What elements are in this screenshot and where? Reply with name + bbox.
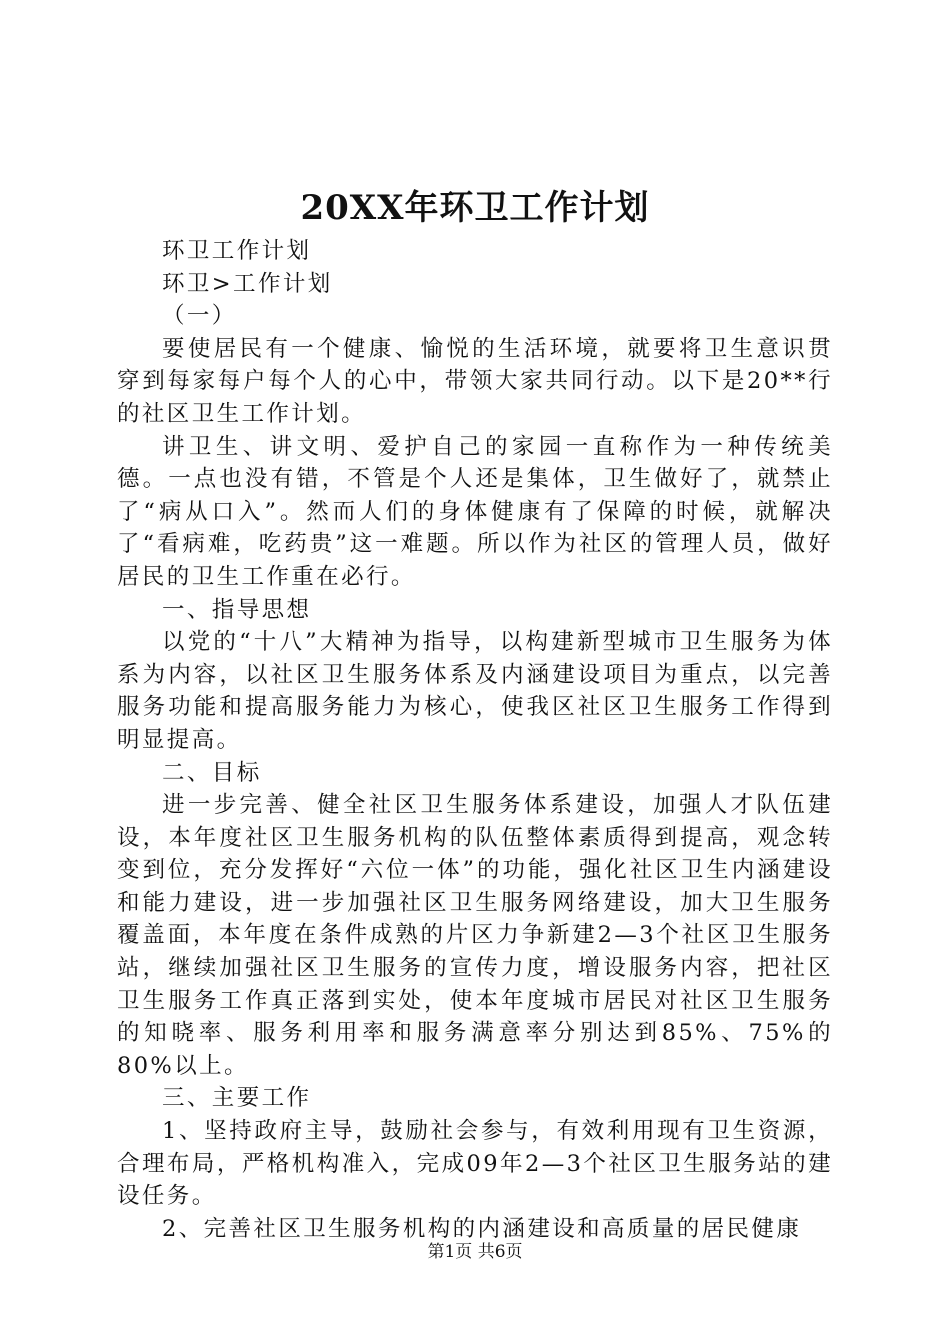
paragraph: 2、完善社区卫生服务机构的内涵建设和高质量的居民健康 <box>162 1215 802 1242</box>
section-heading: 二、目标 <box>162 759 262 786</box>
paragraph: 环卫工作计划 <box>162 238 312 264</box>
paragraph: 1、坚持政府主导，鼓励社会参与，有效利用现有卫生资源，合理布局，严格机构准入，完成09年2—3个社区卫生服务站的建设任务。 <box>117 1118 833 1210</box>
paragraph: 以党的“十八”大精神为指导，以构建新型城市卫生服务为体系为内容，以社区卫生服务体系及内涵建设项目为重点，以完善服务功能和提高服务能力为核心，使我区社区卫生服务工作得到明显提高。 <box>117 629 833 753</box>
section-heading: 三、主要工作 <box>162 1085 312 1112</box>
section-heading: 一、指导思想 <box>162 596 312 623</box>
paragraph: （一） <box>162 303 237 330</box>
document-body <box>117 235 833 1245</box>
paragraph: 环卫>工作计划 <box>162 270 333 297</box>
paragraph: 进一步完善、健全社区卫生服务体系建设，加强人才队伍建设，本年度社区卫生服务机构的队伍整体素质得到提高，观念转变到位，充分发挥好“六位一体”的功能，强化社区卫生内涵建设和能力建设，进一步加强社区卫生服务网络建设，加大卫生服务覆盖面，本年度在条件成熟的片区力争新建2—3个社区卫生服务站，继续加强社区卫生服务的宣传力度，增设服务内容，把社区卫生服务工作真正落到实处，使本年度城市居民对社区卫生服务的知晓率、服务利用率和服务满意率分别达到85%、75%的80%以上。 <box>117 792 833 1079</box>
paragraph: 讲卫生、讲文明、爱护自己的家园一直称作为一种传统美德。一点也没有错，不管是个人还是集体，卫生做好了，就禁止了“病从口入”。然而人们的身体健康有了保障的时候，就解决了“看病难，吃药贵”这一难题。所以作为社区的管理人员，做好居民的卫生工作重在必行。 <box>117 433 833 590</box>
document-title: 20XX年环卫工作计划 <box>300 188 650 228</box>
paragraph: 要使居民有一个健康、愉悦的生活环境，就要将卫生意识贯穿到每家每户每个人的心中，带领大家共同行动。以下是20**行的社区卫生工作计划。 <box>117 335 833 427</box>
page-footer: 第1页 共6页 <box>427 1242 523 1262</box>
